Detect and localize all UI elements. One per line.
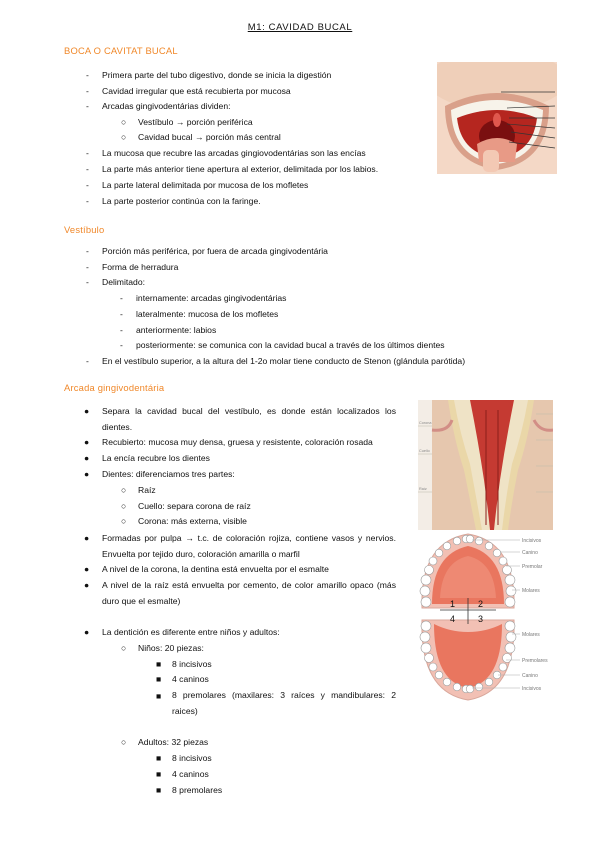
bullet-square: ■ (156, 785, 162, 795)
bullet-dot: ● (84, 627, 90, 637)
tooth-label-cuello: Cuello (419, 449, 430, 453)
bullet-dash: - (120, 325, 123, 335)
list-item: Cavidad irregular que está recubierta por mucosa (102, 86, 291, 96)
list-item: A nivel de la corona, la dentina está envuelta por el esmalte (102, 564, 329, 574)
bullet-dash: - (120, 340, 123, 350)
bullet-dash: - (86, 246, 89, 256)
arch-label-premolares-lower: Premolares (522, 658, 548, 664)
bullet-dash: - (86, 180, 89, 190)
list-item: Porción más periférica, por fuera de arcada gingivodentária (102, 246, 328, 256)
bullet-circle: ○ (121, 737, 127, 747)
sub-item: anteriormente: labios (136, 325, 217, 335)
mouth-illustration (437, 62, 557, 174)
bullet-dot: ● (84, 580, 90, 590)
quadrant-4: 4 (450, 614, 456, 624)
sub-sub-item: 8 incisivos (172, 753, 212, 763)
list-item: La parte más anterior tiene apertura al exterior, delimitada por los labios. (102, 164, 379, 174)
sub-item-adultos: Adultos: 32 piezas (138, 737, 209, 747)
sub-item: Vestíbulo → porción periférica (138, 117, 253, 127)
bullet-dash: - (86, 148, 89, 158)
arch-label-premolar: Premolar (522, 564, 543, 570)
sub-item: Raíz (138, 485, 156, 495)
bullet-circle: ○ (121, 485, 127, 495)
sub-sub-item: 4 caninos (172, 769, 209, 779)
bullet-square: ■ (156, 674, 162, 684)
list-item: A nivel de la raíz está envuelta por cemento, de color amarillo opaco (más duro que el esmalte) (102, 580, 396, 606)
list-item: Arcadas gingivodentárias dividen: (102, 101, 231, 111)
bullet-dash: - (86, 196, 89, 206)
arch-label-molares-lower: Molares (522, 632, 540, 638)
arch-label-canino: Canino (522, 550, 538, 556)
bullet-circle: ○ (121, 132, 127, 142)
arch-label-incisivos: Incisivos (522, 538, 542, 544)
bullet-dash: - (86, 164, 89, 174)
list-item: La parte lateral delimitada por mucosa de los mofletes (102, 180, 309, 190)
sub-sub-item: 8 premolares (172, 785, 223, 795)
tooth-section-illustration (418, 400, 553, 530)
section-heading-vestibulo: Vestíbulo (64, 224, 105, 235)
sub-sub-item: 8 incisivos (172, 659, 212, 669)
sub-item-ninos: Niños: 20 piezas: (138, 643, 204, 653)
dental-arch-illustration (416, 532, 556, 702)
bullet-dash: - (86, 277, 89, 287)
section-heading-boca: BOCA O CAVITAT BUCAL (64, 45, 178, 56)
arch-label-incisivos-lower: Incisivos (522, 686, 542, 692)
bullet-square: ■ (156, 659, 162, 669)
sub-item: lateralmente: mucosa de los mofletes (136, 309, 279, 319)
list-item: La parte posterior continúa con la faringe. (102, 196, 261, 206)
list-item: Delimitado: (102, 277, 145, 287)
bullet-dash: - (120, 293, 123, 303)
sub-item: Corona: más externa, visible (138, 516, 247, 526)
quadrant-1: 1 (450, 599, 456, 609)
bullet-circle: ○ (121, 117, 127, 127)
sub-sub-item: 8 premolares (maxilares: 3 raíces y mandibulares: 2 raices) (172, 690, 396, 716)
bullet-dot: ● (84, 453, 90, 463)
list-item: Separa la cavidad bucal del vestíbulo, es donde están localizados los dientes. (102, 406, 396, 432)
arch-label-molares: Molares (522, 588, 540, 594)
bullet-square: ■ (156, 769, 162, 779)
list-item: La encía recubre los dientes (102, 453, 210, 463)
quadrant-2: 2 (478, 599, 484, 609)
bullet-dash: - (86, 70, 89, 80)
section-heading-arcada: Arcada gingivodentária (64, 382, 165, 393)
list-item: La mucosa que recubre las arcadas gingiovodentárias son las encías (102, 148, 366, 158)
quadrant-3: 3 (478, 614, 484, 624)
bullet-circle: ○ (121, 516, 127, 526)
sub-item: Cavidad bucal → porción más central (138, 132, 281, 142)
sub-item: Cuello: separa corona de raíz (138, 501, 251, 511)
tooth-label-raiz: Raíz (419, 487, 427, 491)
bullet-square: ■ (156, 753, 162, 763)
list-item: Formadas por pulpa → t.c. de coloración rojiza, contiene vasos y nervios. Envuelta por tejido duro, coloración amarilla o marfil (102, 533, 396, 559)
list-item: Recubierto: mucosa muy densa, gruesa y resistente, coloración rosada (102, 437, 373, 447)
list-item: En el vestíbulo superior, a la altura del 1-2o molar tiene conducto de Stenon (glándula parótida) (102, 356, 466, 366)
bullet-dash: - (86, 86, 89, 96)
list-item: La dentición es diferente entre niños y adultos: (102, 627, 280, 637)
bullet-dash: - (86, 356, 89, 366)
list-item: Forma de herradura (102, 262, 179, 272)
bullet-dash: - (86, 101, 89, 111)
list-item: Primera parte del tubo digestivo, donde se inicia la digestión (102, 70, 332, 80)
sub-item: internamente: arcadas gingivodentárias (136, 293, 287, 303)
bullet-dot: ● (84, 533, 90, 543)
bullet-dash: - (120, 309, 123, 319)
arch-label-canino-lower: Canino (522, 673, 538, 679)
list-item: Dientes: diferenciamos tres partes: (102, 469, 235, 479)
page-title: M1: CAVIDAD BUCAL (247, 22, 353, 33)
bullet-circle: ○ (121, 501, 127, 511)
bullet-dot: ● (84, 564, 90, 574)
bullet-square: ■ (156, 691, 162, 701)
bullet-dot: ● (84, 469, 90, 479)
sub-sub-item: 4 caninos (172, 674, 209, 684)
bullet-dash: - (86, 262, 89, 272)
bullet-dot: ● (84, 437, 90, 447)
sub-item: posteriormente: se comunica con la cavidad bucal a través de los últimos dientes (136, 340, 445, 350)
bullet-dot: ● (84, 406, 90, 416)
tooth-label-corona: Corona (419, 421, 432, 425)
bullet-circle: ○ (121, 643, 127, 653)
